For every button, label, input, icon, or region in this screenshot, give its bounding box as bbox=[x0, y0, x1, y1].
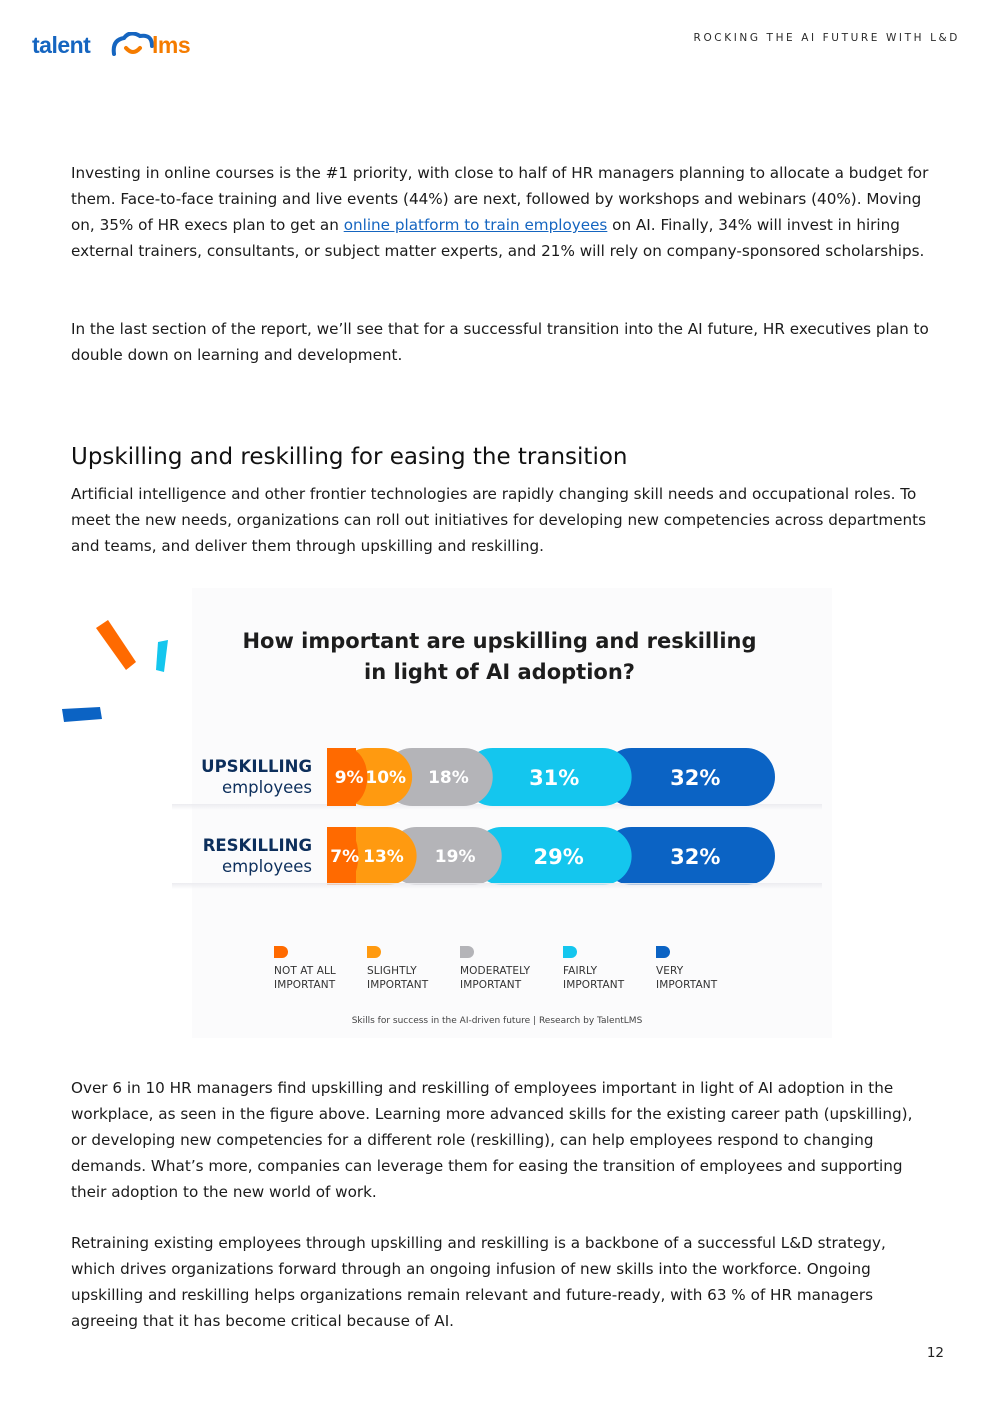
legend-label bbox=[460, 964, 550, 992]
legend-label-line: FAIRLY bbox=[563, 965, 598, 977]
bar-value-label: 10% bbox=[365, 768, 407, 788]
row-label-strong: RESKILLING bbox=[202, 836, 312, 855]
legend-swatch bbox=[563, 946, 577, 958]
legend-label-line: VERY bbox=[656, 965, 684, 977]
row-divider bbox=[172, 883, 822, 889]
legend-label-line: IMPORTANT bbox=[274, 979, 336, 991]
legend-label bbox=[656, 964, 746, 992]
legend-label bbox=[274, 964, 364, 992]
report-title: ROCKING THE AI FUTURE WITH L&D bbox=[693, 32, 960, 44]
paragraph-hr-findings: Over 6 in 10 HR managers find upskilling and reskilling of employees important in light of AI adoption in the workplace, as seen in the figure above. Learning more advanced skills for the existing career path (upskilling), or developing new competencies for a different role (reskilling), can help employees respond to changing demands. What’s more, companies can leverage them for easing the transition of employees and supporting their adoption to the new world of work. bbox=[71, 1079, 913, 1201]
bar-value-label: 13% bbox=[363, 847, 404, 867]
logo-text-lms: lms bbox=[152, 32, 191, 58]
row-label-light: employees bbox=[221, 857, 312, 876]
bar-value-label: 9% bbox=[334, 768, 364, 788]
legend-label-line: SLIGHTLY bbox=[367, 965, 417, 977]
logo-text-talent: talent bbox=[32, 32, 91, 58]
legend-swatch bbox=[460, 946, 474, 958]
section-title: Upskilling and reskilling for easing the transition bbox=[71, 444, 628, 470]
legend-label-line: IMPORTANT bbox=[656, 979, 718, 991]
legend-item-fairly bbox=[563, 946, 653, 992]
legend-label-line: IMPORTANT bbox=[460, 979, 522, 991]
legend-swatch bbox=[367, 946, 381, 958]
legend-label bbox=[367, 964, 457, 992]
online-platform-link[interactable]: online platform to train employees bbox=[343, 216, 608, 234]
paragraph-text: on AI. Finally, 34% will invest in hiring external trainers, consultants, or subject matter experts, and 21% will rely on company-sponsored scholarships. bbox=[71, 216, 925, 260]
legend-label-line: IMPORTANT bbox=[563, 979, 625, 991]
bar-value-label: 32% bbox=[670, 766, 721, 790]
legend-swatch bbox=[656, 946, 670, 958]
chart-title-line: How important are upskilling and reskilling bbox=[242, 629, 757, 653]
paragraph-ai-skills: Artificial intelligence and other frontier technologies are rapidly changing skill needs and occupational roles. To meet the new needs, organizations can roll out initiatives for developing new competencies across departments and teams, and deliver them through upskilling and reskilling. bbox=[71, 485, 926, 555]
paragraph-transition-intro: In the last section of the report, we’ll see that for a successful transition into the AI future, HR executives plan to double down on learning and development. bbox=[71, 320, 929, 364]
bar-value-label: 18% bbox=[428, 768, 469, 788]
bar-value-label: 19% bbox=[434, 847, 476, 867]
paragraph-investment-priorities bbox=[71, 160, 931, 264]
talentlms-logo bbox=[32, 30, 202, 64]
logo-cloud-icon bbox=[110, 32, 156, 58]
paragraph-retraining: Retraining existing employees through upskilling and reskilling is a backbone of a successful L&D strategy, which drives organizations forward through an ongoing infusion of new skills into the workforce. Ongoing upskilling and reskilling helps organizations remain relevant and future-ready, with 63 % of HR managers agreeing that it has become critical because of AI. bbox=[71, 1234, 886, 1330]
bar-value-label: 29% bbox=[533, 845, 584, 869]
legend-swatch bbox=[274, 946, 288, 958]
bar-value-label: 31% bbox=[529, 766, 580, 790]
row-label-light: employees bbox=[221, 778, 312, 797]
chart-figure bbox=[62, 588, 832, 1038]
legend-item-not-at-all bbox=[274, 946, 364, 992]
bar-value-label: 7% bbox=[330, 847, 360, 867]
row-label-strong: UPSKILLING bbox=[201, 757, 312, 776]
legend-label-line: IMPORTANT bbox=[367, 979, 429, 991]
legend-label-line: MODERATELY bbox=[460, 965, 531, 977]
chart-title-line: in light of AI adoption? bbox=[364, 660, 635, 684]
bar-value-label: 32% bbox=[670, 845, 721, 869]
legend-label bbox=[563, 964, 653, 992]
row-label-reskilling bbox=[172, 835, 312, 877]
chart-source: Skills for success in the AI-driven future | Research by TalentLMS bbox=[351, 1016, 643, 1026]
legend-item-slightly bbox=[367, 946, 457, 992]
paragraph-text: Investing in online courses is the #1 priority, with close to half of HR managers planning to allocate a budget for them. Face-to-face training and live events (44%) are next, followed by workshops and webinars (40%). Moving on, 35% of HR execs plan to get an bbox=[71, 164, 929, 234]
legend-label-line: NOT AT ALL bbox=[274, 965, 336, 977]
page-number: 12 bbox=[926, 1345, 944, 1361]
legend-item-moderately bbox=[460, 946, 550, 992]
legend-item-very bbox=[656, 946, 746, 992]
